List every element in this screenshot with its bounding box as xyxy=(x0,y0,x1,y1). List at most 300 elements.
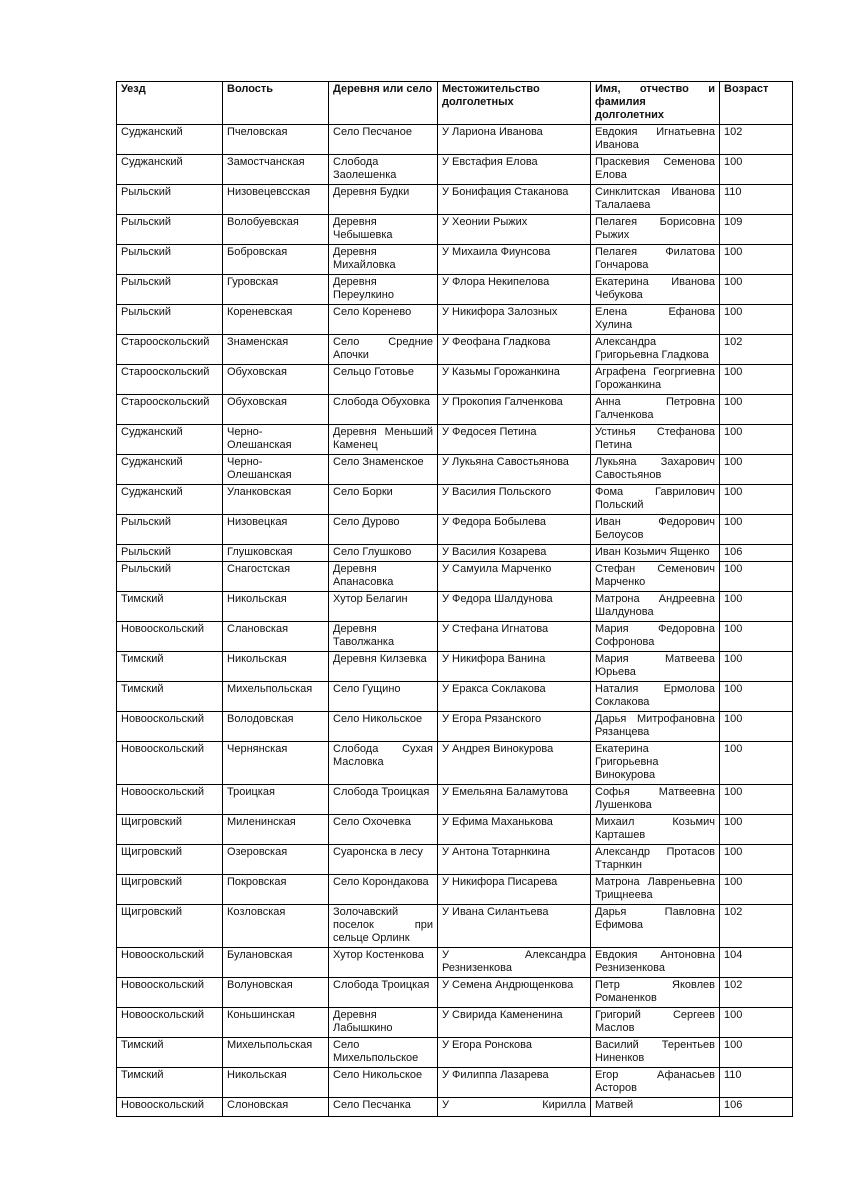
cell-text: Новооскольский xyxy=(121,979,205,991)
cell-text: Уланковская xyxy=(227,486,292,498)
cell-text: Рыльский xyxy=(121,186,171,198)
cell-volost xyxy=(223,948,329,978)
table-row xyxy=(117,1008,793,1038)
cell-text: 100 xyxy=(724,653,743,665)
cell-volost xyxy=(223,515,329,545)
cell-name xyxy=(591,978,720,1008)
cell-text: Замостчанская xyxy=(227,156,305,168)
cell-text: 102 xyxy=(724,979,743,991)
cell-uezd xyxy=(117,485,223,515)
cell-uezd xyxy=(117,682,223,712)
cell-residence xyxy=(438,215,591,245)
table-row xyxy=(117,515,793,545)
cell-text: 100 xyxy=(724,426,743,438)
cell-text: Бобровская xyxy=(227,246,288,258)
cell-age xyxy=(720,905,793,948)
cell-residence xyxy=(438,948,591,978)
cell-age xyxy=(720,682,793,712)
cell-text: Новооскольский xyxy=(121,1009,205,1021)
cell-text: У Никифора Залозных xyxy=(442,306,558,318)
cell-village xyxy=(329,562,438,592)
cell-residence xyxy=(438,562,591,592)
cell-volost xyxy=(223,125,329,155)
cell-age xyxy=(720,652,793,682)
cell-text: Михельпольская xyxy=(227,683,313,695)
cell-text: Евдокия Антоновна Резнизенкова xyxy=(595,949,715,974)
cell-text: 100 xyxy=(724,456,743,468)
cell-volost xyxy=(223,592,329,622)
table-row xyxy=(117,455,793,485)
cell-residence xyxy=(438,1008,591,1038)
cell-age xyxy=(720,395,793,425)
cell-residence xyxy=(438,1068,591,1098)
cell-text: Матвей xyxy=(595,1099,634,1111)
table-row xyxy=(117,742,793,785)
cell-text: Коньшинская xyxy=(227,1009,296,1021)
cell-text: 100 xyxy=(724,683,743,695)
cell-residence xyxy=(438,845,591,875)
cell-village xyxy=(329,905,438,948)
cell-text: Щигровский xyxy=(121,816,183,828)
cell-text: Евдокия Игнатьевна Иванова xyxy=(595,126,715,151)
cell-text: У Ивана Силантьева xyxy=(442,906,549,918)
cell-uezd xyxy=(117,562,223,592)
cell-uezd xyxy=(117,1008,223,1038)
cell-text: У Евстафия Елова xyxy=(442,156,538,168)
cell-text: 100 xyxy=(724,563,743,575)
column-header-volost: Волость xyxy=(223,82,329,125)
table-row xyxy=(117,335,793,365)
cell-text: Покровская xyxy=(227,876,287,888)
cell-residence xyxy=(438,515,591,545)
cell-village xyxy=(329,305,438,335)
cell-text: Суджанский xyxy=(121,126,183,138)
cell-text: Кореневская xyxy=(227,306,293,318)
cell-uezd xyxy=(117,1068,223,1098)
cell-village xyxy=(329,275,438,305)
cell-text: Рыльский xyxy=(121,546,171,558)
cell-village xyxy=(329,845,438,875)
cell-text: Слобода Сухая Масловка xyxy=(333,743,433,768)
cell-text: Иван Федорович Белоусов xyxy=(595,516,715,541)
cell-uezd xyxy=(117,455,223,485)
cell-text: Дарья Павловна Ефимова xyxy=(595,906,715,931)
cell-residence xyxy=(438,335,591,365)
table-row xyxy=(117,155,793,185)
table-row xyxy=(117,125,793,155)
cell-volost xyxy=(223,365,329,395)
cell-text: Миленинская xyxy=(227,816,296,828)
cell-residence xyxy=(438,815,591,845)
column-header-age: Возраст xyxy=(720,82,793,125)
cell-text: Володовская xyxy=(227,713,294,725)
cell-text: У Прокопия Галченкова xyxy=(442,396,563,408)
cell-text: Михельпольская xyxy=(227,1039,313,1051)
table-row xyxy=(117,652,793,682)
cell-text: Пчеловская xyxy=(227,126,288,138)
cell-text: У Никифора Ванина xyxy=(442,653,546,665)
cell-volost xyxy=(223,712,329,742)
column-header-village: Деревня или село xyxy=(329,82,438,125)
cell-text: У Антона Тотарнкина xyxy=(442,846,550,858)
cell-volost xyxy=(223,845,329,875)
cell-village xyxy=(329,712,438,742)
cell-text: У Лариона Иванова xyxy=(442,126,543,138)
cell-name xyxy=(591,395,720,425)
cell-text: 100 xyxy=(724,156,743,168)
cell-uezd xyxy=(117,875,223,905)
cell-text: У Федора Шалдунова xyxy=(442,593,553,605)
cell-text: Щигровский xyxy=(121,876,183,888)
cell-text: У Стефана Игнатова xyxy=(442,623,549,635)
cell-text: Щигровский xyxy=(121,906,183,918)
cell-volost xyxy=(223,875,329,905)
cell-uezd xyxy=(117,425,223,455)
table-row xyxy=(117,485,793,515)
cell-text: 104 xyxy=(724,949,743,961)
cell-uezd xyxy=(117,785,223,815)
cell-age xyxy=(720,125,793,155)
cell-name xyxy=(591,948,720,978)
cell-text: У Емельяна Баламутова xyxy=(442,786,568,798)
cell-village xyxy=(329,622,438,652)
cell-text: Село Борки xyxy=(333,486,393,498)
cell-village xyxy=(329,515,438,545)
cell-volost xyxy=(223,215,329,245)
cell-text: Село Знаменское xyxy=(333,456,424,468)
cell-text: Новооскольский xyxy=(121,786,205,798)
cell-village xyxy=(329,395,438,425)
cell-uezd xyxy=(117,275,223,305)
cell-text: Деревня Будки xyxy=(333,186,410,198)
cell-volost xyxy=(223,622,329,652)
cell-text: Гуровская xyxy=(227,276,279,288)
cell-text: Александр Протасов Ттарнкин xyxy=(595,846,715,871)
cell-text: Слобода Заолешенка xyxy=(333,156,397,181)
cell-uezd xyxy=(117,845,223,875)
cell-village xyxy=(329,978,438,1008)
cell-name xyxy=(591,742,720,785)
cell-uezd xyxy=(117,1098,223,1117)
cell-name xyxy=(591,185,720,215)
table-row xyxy=(117,875,793,905)
cell-age xyxy=(720,562,793,592)
cell-uezd xyxy=(117,545,223,562)
cell-text: Петр Яковлев Романенков xyxy=(595,979,715,1004)
cell-uezd xyxy=(117,652,223,682)
cell-text: У Филиппа Лазарева xyxy=(442,1069,549,1081)
cell-name xyxy=(591,245,720,275)
cell-volost xyxy=(223,742,329,785)
cell-volost xyxy=(223,1038,329,1068)
cell-village xyxy=(329,682,438,712)
cell-text: Снагостская xyxy=(227,563,291,575)
cell-residence xyxy=(438,185,591,215)
table-row xyxy=(117,305,793,335)
cell-age xyxy=(720,515,793,545)
cell-residence xyxy=(438,1098,591,1117)
cell-name xyxy=(591,622,720,652)
cell-text: Тимский xyxy=(121,593,164,605)
cell-text: Черно-Олешанская xyxy=(227,426,292,451)
cell-residence xyxy=(438,245,591,275)
cell-name xyxy=(591,845,720,875)
cell-age xyxy=(720,815,793,845)
cell-age xyxy=(720,455,793,485)
cell-text: 100 xyxy=(724,366,743,378)
table-row xyxy=(117,622,793,652)
cell-text: 102 xyxy=(724,336,743,348)
cell-uezd xyxy=(117,815,223,845)
cell-text: 100 xyxy=(724,516,743,528)
table-row xyxy=(117,215,793,245)
cell-text: Иван Козьмич Ященко xyxy=(595,546,710,558)
table-row xyxy=(117,365,793,395)
cell-village xyxy=(329,592,438,622)
cell-text: Село Глушково xyxy=(333,546,412,558)
cell-text: Рыльский xyxy=(121,306,171,318)
cell-text: Фома Гаврилович Польский xyxy=(595,486,715,511)
cell-text: Слобода Троицкая xyxy=(333,979,430,991)
cell-text: У Бонифация Стаканова xyxy=(442,186,569,198)
cell-text: Суджанский xyxy=(121,456,183,468)
cell-text: 100 xyxy=(724,713,743,725)
cell-residence xyxy=(438,545,591,562)
cell-uezd xyxy=(117,742,223,785)
cell-text: Обуховская xyxy=(227,396,287,408)
cell-text: Никольская xyxy=(227,1069,287,1081)
header-row xyxy=(117,82,793,125)
cell-text: Василий Терентьев Ниненков xyxy=(595,1039,715,1064)
cell-text: Мария Матвеева Юрьева xyxy=(595,653,715,678)
cell-text: Слановская xyxy=(227,623,289,635)
cell-text: У Никифора Писарева xyxy=(442,876,558,888)
cell-village xyxy=(329,1008,438,1038)
cell-text: 100 xyxy=(724,593,743,605)
cell-name xyxy=(591,425,720,455)
cell-age xyxy=(720,592,793,622)
cell-text: 109 xyxy=(724,216,743,228)
cell-volost xyxy=(223,185,329,215)
cell-name xyxy=(591,545,720,562)
cell-text: 110 xyxy=(724,1069,742,1081)
cell-volost xyxy=(223,562,329,592)
cell-village xyxy=(329,425,438,455)
cell-text: Наталия Ермолова Соклакова xyxy=(595,683,715,708)
cell-uezd xyxy=(117,712,223,742)
cell-village xyxy=(329,545,438,562)
cell-text: Деревня Килзевка xyxy=(333,653,427,665)
table-row xyxy=(117,592,793,622)
cell-text: Егор Афанасьев Асторов xyxy=(595,1069,715,1094)
table-row xyxy=(117,712,793,742)
cell-uezd xyxy=(117,1038,223,1068)
cell-age xyxy=(720,305,793,335)
cell-name xyxy=(591,335,720,365)
cell-text: Лукьяна Захарович Савостьянов xyxy=(595,456,715,481)
cell-text: Екатерина Григорьевна Винокурова xyxy=(595,743,659,781)
cell-volost xyxy=(223,1068,329,1098)
cell-village xyxy=(329,652,438,682)
cell-text: 100 xyxy=(724,396,743,408)
cell-text: У Самуила Марченко xyxy=(442,563,552,575)
cell-village xyxy=(329,155,438,185)
cell-text: 100 xyxy=(724,816,743,828)
cell-name xyxy=(591,815,720,845)
cell-village xyxy=(329,245,438,275)
cell-volost xyxy=(223,275,329,305)
cell-volost xyxy=(223,545,329,562)
cell-village xyxy=(329,125,438,155)
table-row xyxy=(117,845,793,875)
cell-uezd xyxy=(117,125,223,155)
cell-residence xyxy=(438,622,591,652)
cell-text: Деревня Переулкино xyxy=(333,276,394,301)
cell-text: 100 xyxy=(724,846,743,858)
cell-residence xyxy=(438,425,591,455)
cell-text: Рыльский xyxy=(121,276,171,288)
cell-volost xyxy=(223,905,329,948)
cell-age xyxy=(720,215,793,245)
cell-village xyxy=(329,455,438,485)
cell-age xyxy=(720,845,793,875)
cell-text: 110 xyxy=(724,186,742,198)
cell-name xyxy=(591,682,720,712)
cell-age xyxy=(720,545,793,562)
cell-village xyxy=(329,185,438,215)
table-row xyxy=(117,562,793,592)
cell-text: Пелагея Борисовна Рыжих xyxy=(595,216,715,241)
cell-residence xyxy=(438,1038,591,1068)
cell-text: 106 xyxy=(724,546,743,558)
cell-text: Рыльский xyxy=(121,216,171,228)
cell-volost xyxy=(223,305,329,335)
cell-name xyxy=(591,905,720,948)
cell-text: Низовецкая xyxy=(227,516,288,528)
cell-name xyxy=(591,875,720,905)
cell-name xyxy=(591,155,720,185)
table-row xyxy=(117,1038,793,1068)
cell-age xyxy=(720,155,793,185)
cell-age xyxy=(720,1068,793,1098)
cell-volost xyxy=(223,245,329,275)
cell-village xyxy=(329,875,438,905)
cell-name xyxy=(591,1098,720,1117)
cell-text: Суаронска в лесу xyxy=(333,846,423,858)
cell-text: 100 xyxy=(724,1039,743,1051)
cell-text: Село Никольское xyxy=(333,713,423,725)
cell-text: У Александра Резнизенкова xyxy=(442,949,586,974)
cell-residence xyxy=(438,978,591,1008)
cell-text: У Кирилла xyxy=(442,1099,586,1111)
cell-village xyxy=(329,742,438,785)
cell-text: Суджанский xyxy=(121,426,183,438)
cell-uezd xyxy=(117,245,223,275)
cell-text: Тимский xyxy=(121,1039,164,1051)
cell-uezd xyxy=(117,215,223,245)
cell-text: Волуновская xyxy=(227,979,293,991)
cell-uezd xyxy=(117,592,223,622)
cell-text: Анна Петровна Галченкова xyxy=(595,396,715,421)
cell-age xyxy=(720,978,793,1008)
cell-name xyxy=(591,515,720,545)
cell-village xyxy=(329,365,438,395)
cell-text: Старооскольский xyxy=(121,336,210,348)
cell-residence xyxy=(438,785,591,815)
cell-text: Старооскольский xyxy=(121,396,210,408)
column-header-uezd: Уезд xyxy=(117,82,223,125)
cell-residence xyxy=(438,365,591,395)
cell-uezd xyxy=(117,365,223,395)
cell-age xyxy=(720,365,793,395)
cell-volost xyxy=(223,1008,329,1038)
cell-text: Софья Матвеевна Лушенкова xyxy=(595,786,715,811)
cell-text: Стефан Семенович Марченко xyxy=(595,563,715,588)
column-header-name: Имя, отчество и фамилия долголетних xyxy=(591,82,720,125)
cell-text: Троицкая xyxy=(227,786,275,798)
cell-village xyxy=(329,1038,438,1068)
cell-text: 100 xyxy=(724,876,743,888)
cell-text: У Семена Андрющенкова xyxy=(442,979,574,991)
cell-residence xyxy=(438,305,591,335)
cell-text: 102 xyxy=(724,906,743,918)
cell-residence xyxy=(438,485,591,515)
cell-text: У Василия Козарева xyxy=(442,546,547,558)
longevity-table xyxy=(116,81,793,1117)
table-row xyxy=(117,785,793,815)
table-row xyxy=(117,245,793,275)
cell-village xyxy=(329,785,438,815)
cell-text: Волобуевская xyxy=(227,216,299,228)
cell-volost xyxy=(223,815,329,845)
cell-uezd xyxy=(117,395,223,425)
cell-text: Золочавский поселок при сельце Орлинк xyxy=(333,906,433,944)
cell-text: Рыльский xyxy=(121,246,171,258)
cell-name xyxy=(591,125,720,155)
cell-text: У Еракса Соклакова xyxy=(442,683,546,695)
table-row xyxy=(117,1068,793,1098)
cell-text: Тимский xyxy=(121,1069,164,1081)
cell-text: Деревня Чебышевка xyxy=(333,216,393,241)
cell-volost xyxy=(223,1098,329,1117)
cell-text: 102 xyxy=(724,126,743,138)
cell-name xyxy=(591,215,720,245)
cell-text: 100 xyxy=(724,1009,743,1021)
cell-text: Чернянская xyxy=(227,743,288,755)
cell-residence xyxy=(438,125,591,155)
cell-text: Матрона Лавреньевна Трищнеева xyxy=(595,876,715,901)
cell-text: Суджанский xyxy=(121,486,183,498)
cell-text: Село Коренево xyxy=(333,306,412,318)
cell-age xyxy=(720,948,793,978)
cell-text: Новооскольский xyxy=(121,949,205,961)
cell-age xyxy=(720,335,793,365)
cell-text: Матрона Андреевна Шалдунова xyxy=(595,593,715,618)
cell-volost xyxy=(223,335,329,365)
cell-text: У Василия Польского xyxy=(442,486,552,498)
cell-text: Село Корондакова xyxy=(333,876,429,888)
cell-age xyxy=(720,622,793,652)
cell-text: Новооскольский xyxy=(121,743,205,755)
cell-text: Село Михельпольское xyxy=(333,1039,419,1064)
cell-uezd xyxy=(117,185,223,215)
cell-text: У Михаила Фиунсова xyxy=(442,246,551,258)
cell-volost xyxy=(223,785,329,815)
table-row xyxy=(117,905,793,948)
cell-text: Рыльский xyxy=(121,516,171,528)
cell-text: Никольская xyxy=(227,653,287,665)
cell-text: Мария Федоровна Софронова xyxy=(595,623,715,648)
